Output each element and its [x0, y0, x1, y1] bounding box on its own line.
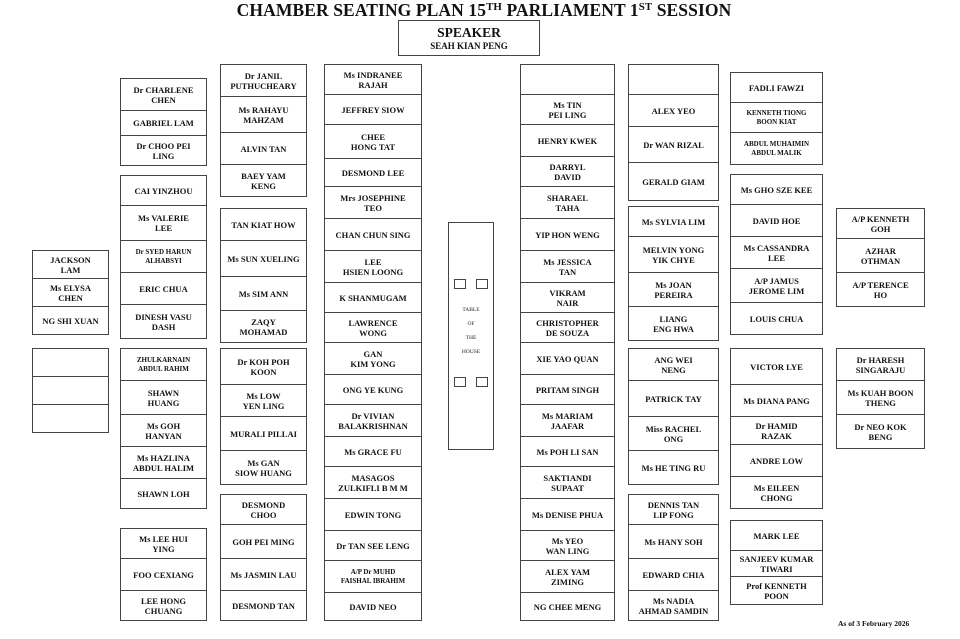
member-name: Ms MARIAM JAAFAR: [541, 410, 594, 431]
seat-box: [520, 404, 615, 437]
seat-box: [120, 110, 207, 136]
member-name: Dr CHOO PEI LING: [136, 140, 191, 161]
seat-box: [220, 310, 307, 343]
seat-box: [520, 530, 615, 561]
seat-box: [520, 186, 615, 219]
member-name: Ms GOH HANYAN: [145, 420, 182, 441]
title-text: CHAMBER SEATING PLAN 15: [236, 0, 487, 20]
member-name: Dr JANIL PUTHUCHEARY: [230, 70, 297, 91]
member-name: Dr VIVIAN BALAKRISHNAN: [338, 410, 408, 431]
seat-box: [220, 450, 307, 485]
member-name: Ms GAN SIOW HUANG: [235, 457, 292, 478]
seat-box: [730, 102, 823, 133]
member-name: DAVID NEO: [349, 601, 397, 612]
seat-box: [32, 250, 109, 279]
seat-box: [628, 94, 719, 127]
member-name: AZHAR OTHMAN: [860, 245, 901, 266]
seat-box: [324, 312, 422, 343]
table-square: [454, 377, 466, 387]
seat-box: [220, 64, 307, 97]
seat-box: [120, 272, 207, 305]
seat-box: [730, 268, 823, 303]
member-name: Ms EILEEN CHONG: [753, 482, 800, 503]
seat-box: [520, 436, 615, 467]
member-name: Dr CHARLENE CHEN: [133, 84, 194, 105]
member-name: Ms JASMIN LAU: [230, 569, 297, 580]
seat-box: [730, 174, 823, 205]
table-label-line: HOUSE: [461, 349, 481, 355]
seat-box: [120, 175, 207, 206]
member-name: CHEE HONG TAT: [350, 131, 396, 152]
seat-box: [220, 132, 307, 165]
member-name: Dr NEO KOK BENG: [854, 421, 907, 442]
speaker-box: [398, 20, 540, 56]
member-name: BAEY YAM KENG: [241, 170, 286, 191]
seat-box: [324, 218, 422, 251]
as-of-date: As of 3 February 2026: [838, 619, 910, 628]
seat-box: [120, 240, 207, 273]
seat-box: [628, 494, 719, 525]
seat-box: [730, 550, 823, 577]
seat-box: [220, 164, 307, 197]
empty-seat-box: [32, 404, 109, 433]
seat-box: [324, 158, 422, 187]
member-name: SHAWN HUANG: [147, 387, 180, 408]
member-name: LEE HSIEN LOONG: [342, 256, 404, 277]
seat-box: [628, 450, 719, 485]
seat-box: [628, 236, 719, 273]
seat-box: [324, 436, 422, 467]
member-name: MASAGOS ZULKIFLI B M M: [338, 472, 408, 493]
seat-box: [628, 206, 719, 237]
seat-box: [730, 416, 823, 445]
member-name: Ms KUAH BOON THENG: [847, 387, 914, 408]
member-name: A/P TERENCE HO: [852, 279, 909, 300]
seat-box: [220, 208, 307, 241]
seat-box: [220, 240, 307, 277]
member-name: DAVID HOE: [752, 215, 801, 226]
member-name: A/P KENNETH GOH: [851, 213, 910, 234]
member-name: LEE HONG CHUANG: [140, 595, 187, 616]
member-name: Ms LOW YEN LING: [242, 390, 285, 411]
member-name: TAN KIAT HOW: [231, 219, 296, 230]
member-name: Ms GRACE FU: [344, 446, 402, 457]
seat-box: [628, 306, 719, 341]
seat-box: [120, 446, 207, 479]
seat-box: [220, 384, 307, 417]
seat-box: [220, 558, 307, 591]
member-name: Ms HE TING RU: [641, 462, 706, 473]
seat-box: [520, 250, 615, 283]
member-name: HENRY KWEK: [537, 135, 598, 146]
empty-seat-box: [32, 348, 109, 377]
member-name: GABRIEL LAM: [133, 118, 194, 128]
member-name: ALEX YAM ZIMING: [545, 566, 590, 587]
seat-box: [628, 348, 719, 381]
seat-box: [324, 282, 422, 313]
seat-box: [836, 208, 925, 239]
member-name: Ms DENISE PHUA: [531, 509, 604, 520]
seat-box: [836, 380, 925, 415]
seat-box: [628, 380, 719, 417]
seat-box: [836, 238, 925, 273]
title-superscript: TH: [486, 1, 502, 14]
seat-box: [120, 205, 207, 241]
seat-box: [120, 528, 207, 559]
member-name: ALVIN TAN: [240, 143, 287, 154]
seat-box: [324, 64, 422, 95]
member-name: YIP HON WENG: [535, 229, 600, 240]
member-name: Ms HANY SOH: [644, 536, 703, 547]
member-name: DESMOND CHOO: [241, 499, 286, 520]
member-name: Ms NADIA AHMAD SAMDIN: [638, 595, 709, 616]
member-name: Ms GHO SZE KEE: [740, 184, 813, 195]
table-square: [454, 279, 466, 289]
member-name: JEFFREY SIOW: [341, 104, 405, 115]
table-label-line: THE: [465, 335, 477, 341]
title-text: PARLIAMENT 1: [501, 0, 639, 20]
empty-seat-box: [628, 64, 719, 95]
member-name: SHAWN LOH: [137, 488, 190, 499]
seat-box: [324, 124, 422, 159]
member-name: Ms INDRANEE RAJAH: [343, 69, 403, 90]
member-name: Ms VALERIE LEE: [138, 213, 189, 233]
seat-box: [520, 560, 615, 593]
member-name: SANJEEV KUMAR TIWARI: [739, 553, 814, 574]
seat-box: [220, 494, 307, 525]
member-name: KENNETH TIONG BOON KIAT: [746, 108, 807, 126]
member-name: Dr WAN RIZAL: [643, 139, 704, 150]
seat-box: [324, 404, 422, 437]
member-name: ANDRE LOW: [749, 455, 804, 466]
seat-box: [628, 524, 719, 559]
member-name: Dr TAN SEE LENG: [336, 540, 410, 551]
member-name: SAKTIANDI SUPAAT: [543, 472, 592, 493]
member-name: DINESH VASU DASH: [135, 311, 192, 332]
member-name: ZHULKARNAIN ABDUL RAHIM: [136, 355, 191, 373]
seat-box: [324, 530, 422, 561]
seat-box: [836, 272, 925, 307]
page-title: [0, 0, 960, 20]
member-name: K SHANMUGAM: [339, 292, 407, 303]
seat-box: [730, 348, 823, 385]
member-name: DESMOND TAN: [232, 600, 295, 611]
member-name: MELVIN YONG YIK CHYE: [642, 244, 705, 265]
member-name: ANG WEI NENG: [654, 354, 693, 375]
member-name: Ms JESSICA TAN: [543, 256, 592, 277]
seat-box: [120, 78, 207, 111]
seat-box: [220, 276, 307, 311]
member-name: Miss RACHEL ONG: [645, 423, 702, 444]
member-name: GAN KIM YONG: [350, 348, 396, 369]
member-name: VIKRAM NAIR: [549, 287, 586, 308]
seat-box: [120, 478, 207, 509]
table-label-line: TABLE: [462, 307, 480, 313]
member-name: FADLI FAWZI: [748, 82, 805, 93]
seat-box: [324, 342, 422, 375]
member-name: MURALI PILLAI: [230, 428, 297, 439]
seat-box: [836, 348, 925, 381]
seat-box: [520, 218, 615, 251]
member-name: CHAN CHUN SING: [335, 229, 411, 240]
table-square: [476, 377, 488, 387]
seat-box: [220, 590, 307, 621]
member-name: Ms CASSANDRA LEE: [743, 242, 810, 263]
member-name: Ms JOAN PEREIRA: [654, 279, 693, 300]
seat-box: [520, 498, 615, 531]
member-name: PRITAM SINGH: [535, 384, 600, 395]
empty-seat-box: [520, 64, 615, 95]
member-name: JACKSON LAM: [50, 254, 91, 275]
seat-box: [730, 476, 823, 509]
seat-box: [730, 236, 823, 269]
member-name: ONG YE KUNG: [342, 384, 404, 395]
member-name: Ms LEE HUI YING: [139, 533, 188, 554]
seat-box: [730, 204, 823, 237]
speaker-name: SEAH KIAN PENG: [430, 41, 508, 51]
seat-box: [730, 302, 823, 335]
table-label-line: OF: [467, 321, 475, 327]
seat-box: [220, 348, 307, 385]
seat-box: [628, 416, 719, 451]
seat-box: [836, 414, 925, 449]
title-text: SESSION: [652, 0, 732, 20]
seat-box: [628, 590, 719, 621]
seat-box: [520, 592, 615, 621]
seat-box: [520, 342, 615, 375]
member-name: EDWIN TONG: [344, 509, 402, 520]
seat-box: [324, 94, 422, 125]
member-name: CHRISTOPHER DE SOUZA: [536, 317, 599, 338]
seat-box: [520, 156, 615, 187]
table-label: [449, 303, 493, 359]
member-name: XIE YAO QUAN: [536, 353, 599, 364]
member-name: DARRYL DAVID: [549, 161, 586, 182]
seat-box: [628, 126, 719, 163]
seat-box: [120, 414, 207, 447]
member-name: Ms DIANA PANG: [743, 395, 810, 406]
member-name: Prof KENNETH POON: [746, 580, 807, 601]
seat-box: [628, 558, 719, 591]
member-name: LOUIS CHUA: [749, 313, 804, 324]
member-name: NG CHEE MENG: [533, 601, 602, 612]
member-name: Dr HARESH SINGARAJU: [855, 354, 906, 375]
member-name: Ms TIN PEI LING: [548, 99, 587, 120]
member-name: Dr HAMID RAZAK: [755, 420, 798, 441]
member-name: Mrs JOSEPHINE TEO: [340, 192, 406, 213]
member-name: VICTOR LYE: [750, 361, 803, 372]
seat-box: [730, 576, 823, 605]
member-name: Ms POH LI SAN: [536, 446, 599, 457]
seat-box: [220, 96, 307, 133]
seat-box: [520, 466, 615, 499]
member-name: Ms HAZLINA ABDUL HALIM: [132, 452, 195, 473]
table-of-the-house: [448, 222, 494, 450]
member-name: GERALD GIAM: [642, 176, 705, 187]
member-name: A/P Dr MUHD FAISHAL IBRAHIM: [340, 567, 406, 585]
member-name: Dr SYED HARUN ALHABSYI: [135, 247, 192, 265]
member-name: NG SHI XUAN: [42, 315, 99, 326]
seat-box: [32, 278, 109, 307]
seat-box: [32, 306, 109, 335]
member-name: A/P JAMUS JEROME LIM: [748, 275, 805, 296]
seat-box: [324, 250, 422, 283]
member-name: EDWARD CHIA: [642, 569, 705, 580]
member-name: Ms SIM ANN: [238, 288, 289, 299]
member-name: SHARAEL TAHA: [546, 192, 589, 213]
member-name: Ms SYLVIA LIM: [641, 216, 706, 227]
seat-box: [628, 272, 719, 307]
member-name: Dr KOH POH KOON: [237, 356, 290, 377]
table-square: [476, 279, 488, 289]
seat-box: [220, 524, 307, 559]
seat-box: [730, 444, 823, 477]
seat-box: [120, 304, 207, 339]
member-name: Ms RAHAYU MAHZAM: [238, 104, 289, 125]
seat-box: [520, 94, 615, 125]
seat-box: [730, 72, 823, 103]
seat-box: [520, 374, 615, 405]
speaker-label: SPEAKER: [437, 25, 501, 40]
seat-box: [120, 348, 207, 381]
seat-box: [120, 380, 207, 415]
member-name: LAWRENCE WONG: [348, 317, 398, 338]
seat-box: [324, 560, 422, 593]
seat-box: [220, 416, 307, 451]
member-name: Ms YEO WAN LING: [545, 535, 590, 556]
member-name: DENNIS TAN LIP FONG: [647, 499, 700, 520]
seat-box: [628, 162, 719, 201]
member-name: LIANG ENG HWA: [653, 313, 694, 334]
seat-box: [120, 135, 207, 166]
seat-box: [324, 374, 422, 405]
seat-box: [324, 498, 422, 531]
member-name: Ms ELYSA CHEN: [49, 282, 92, 303]
title-superscript: ST: [638, 1, 653, 14]
seat-box: [730, 520, 823, 551]
member-name: ALEX YEO: [651, 105, 696, 116]
seat-box: [520, 282, 615, 313]
member-name: Ms SUN XUELING: [227, 253, 300, 264]
seat-box: [730, 132, 823, 165]
seat-box: [324, 592, 422, 621]
member-name: DESMOND LEE: [341, 167, 405, 178]
seat-box: [324, 466, 422, 499]
seat-box: [730, 384, 823, 417]
member-name: ZAQY MOHAMAD: [239, 316, 288, 337]
member-name: ABDUL MUHAIMIN ABDUL MALIK: [743, 139, 810, 157]
member-name: CAI YINZHOU: [134, 185, 193, 196]
seat-box: [520, 312, 615, 343]
seat-box: [120, 590, 207, 621]
seat-box: [324, 186, 422, 219]
member-name: GOH PEI MING: [232, 536, 295, 547]
member-name: ERIC CHUA: [139, 283, 188, 294]
member-name: PATRICK TAY: [645, 393, 702, 404]
empty-seat-box: [32, 376, 109, 405]
member-name: MARK LEE: [753, 530, 800, 541]
seat-box: [520, 124, 615, 157]
member-name: FOO CEXIANG: [133, 569, 194, 580]
seat-box: [120, 558, 207, 591]
